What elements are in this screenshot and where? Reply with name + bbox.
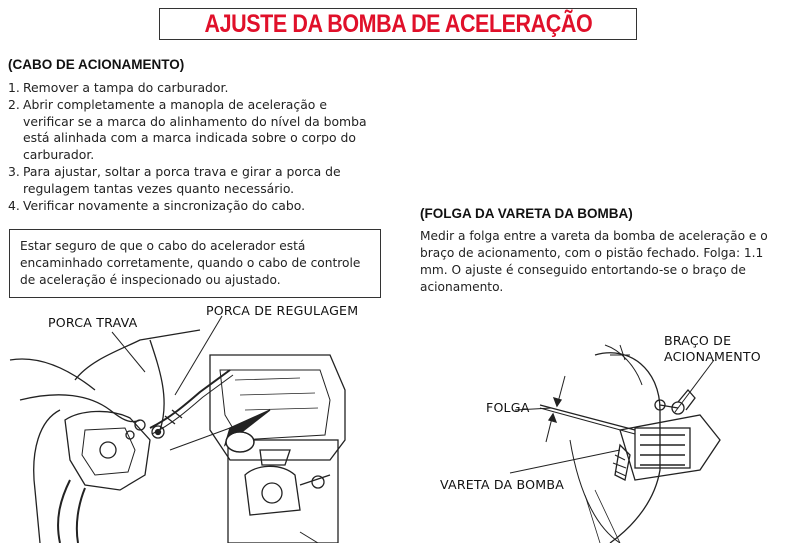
- carburetor-cable-illustration: [0, 300, 400, 543]
- step-text: Verificar novamente a sincronização do cabo.: [23, 197, 306, 213]
- list-item: 2. Abrir completamente a manopla de aceleração e verificar se a marca do alinhamento do nível da bomba está alinhada com a marca indicada sobre o corpo do carburador.: [8, 97, 380, 164]
- label-adjust-nut: PORCA DE REGULAGEM: [206, 303, 359, 318]
- cable-steps-list: [8, 80, 398, 214]
- cable-routing-note: Estar seguro de que o cabo do acelerador está encaminhado corretamente, quando o cabo de controle de aceleração é inspecionado ou ajustado.: [9, 229, 381, 298]
- rod-section-text: Medir a folga entre a vareta da bomba de aceleração e o braço de acionamento, com o pistão fechado. Folga: 1.1 mm. O ajuste é conseguido entortando-se o braço de acionamento.: [420, 229, 768, 294]
- title-box: [159, 8, 637, 40]
- list-item: 4. Verificar novamente a sincronização do cabo.: [8, 197, 306, 213]
- rod-section-heading: (FOLGA DA VARETA DA BOMBA): [420, 206, 633, 221]
- label-gap: FOLGA: [486, 400, 530, 415]
- list-item: 3. Para ajustar, soltar a porca trava e girar a porca de regulagem tantas vezes quanto necessário.: [8, 164, 368, 198]
- label-lock-nut: PORCA TRAVA: [48, 315, 138, 330]
- step-text: Abrir completamente a manopla de aceleração e verificar se a marca do alinhamento do nível da bomba está alinhada com a marca indicada sobre o corpo do carburador.: [23, 96, 367, 163]
- label-pump-rod: VARETA DA BOMBA: [440, 477, 565, 492]
- step-text: Para ajustar, soltar a porca trava e girar a porca de regulagem tantas vezes quanto necessário.: [23, 163, 341, 196]
- page-title: AJUSTE DA BOMBA DE ACELERAÇÃO: [204, 9, 592, 38]
- step-text: Remover a tampa do carburador.: [23, 80, 229, 95]
- list-item: 1. Remover a tampa do carburador.: [8, 80, 229, 95]
- cable-section-heading: (CABO DE ACIONAMENTO): [8, 57, 185, 72]
- label-actuating-arm: BRAÇO DE ACIONAMENTO: [664, 333, 761, 364]
